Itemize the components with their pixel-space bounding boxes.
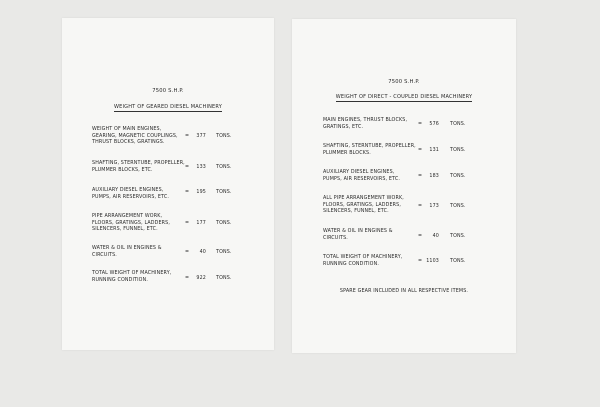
weight-item-description [92,161,185,174]
description-line: GRATINGS, ETC. [323,124,364,130]
weight-item-description [323,255,402,268]
description-line: WATER & OIL IN ENGINES & [92,246,162,251]
weight-unit: TONS. [216,133,232,139]
description-line: RUNNING CONDITION. [323,261,380,267]
description-line: CIRCUITS. [323,235,348,241]
description-line: WATER & OIL IN ENGINES & [323,229,393,234]
weight-item-description [92,188,169,201]
description-line: MAIN ENGINES, THRUST BLOCKS, [323,118,408,123]
equals-sign: = [418,204,423,209]
weight-value: 40 [432,233,439,239]
weight-unit: TONS. [216,250,232,255]
document-page-direct-coupled [292,19,516,353]
weight-value: 183 [429,174,439,179]
weight-value: 173 [429,204,439,209]
weight-item-description [92,246,162,259]
equals-sign: = [418,148,423,153]
weight-value: 177 [196,220,206,226]
weight-item-description [323,118,407,131]
equals-sign: = [185,220,190,226]
description-line: ALL PIPE ARRANGEMENT WORK, [323,196,404,201]
description-line: SILENCERS, FUNNEL, ETC. [323,209,389,215]
weight-unit: TONS. [450,259,466,264]
description-line: CIRCUITS. [92,252,117,258]
description-line: PLUMMER BLOCKS, ETC. [92,167,153,173]
equals-sign: = [185,250,190,255]
equals-sign: = [418,259,423,264]
description-line: WEIGHT OF MAIN ENGINES, [92,127,162,132]
page-subtitle-text: WEIGHT OF DIRECT - COUPLED DIESEL MACHINERY [335,94,473,100]
page-title: 7500 S.H.P. [388,79,420,85]
description-line: PLUMMER BLOCKS. [323,150,371,156]
weight-unit: TONS. [216,190,232,195]
weight-item-description [92,271,171,284]
weight-value: 576 [429,122,439,127]
weight-unit: TONS. [450,122,466,127]
weight-value: 40 [199,250,206,255]
equals-sign: = [185,190,190,195]
page-title: 7500 S.H.P. [152,88,184,94]
weight-item-description [323,170,400,183]
weight-item-description [92,214,170,234]
description-line: FLOORS, GRATINGS, LADDERS, [92,220,171,226]
equals-sign: = [418,174,423,179]
weight-value: 131 [429,148,439,153]
description-line: TOTAL WEIGHT OF MACHINERY, [92,271,172,276]
page-subtitle [292,94,516,100]
weight-unit: TONS. [450,174,466,179]
page-subtitle [62,104,274,110]
weight-value: 1103 [426,259,439,264]
weight-unit: TONS. [450,233,466,239]
weight-value: 377 [196,133,206,139]
description-line: RUNNING CONDITION. [92,277,149,283]
weight-item-description [323,229,393,242]
equals-sign: = [185,275,190,281]
description-line: SHAFTING, STERNTUBE, PROPELLER, [323,144,416,149]
description-line: PUMPS, AIR RESERVOIRS, ETC. [323,176,401,182]
description-line: GEARING, MAGNETIC COUPLINGS, [92,133,178,139]
equals-sign: = [185,165,190,170]
weight-value: 195 [196,190,206,195]
weight-unit: TONS. [216,220,232,226]
weight-unit: TONS. [216,165,232,170]
equals-sign: = [185,133,190,139]
weight-item-description [92,127,178,147]
description-line: PUMPS, AIR RESERVOIRS, ETC. [92,194,170,200]
weight-unit: TONS. [216,275,232,281]
description-line: FLOORS, GRATINGS, LADDERS, [323,202,402,208]
description-line: AUXILIARY DIESEL ENGINES, [92,188,164,193]
description-line: PIPE ARRANGEMENT WORK, [92,214,163,219]
weight-unit: TONS. [450,148,466,153]
weight-item-description [323,196,404,216]
equals-sign: = [418,233,423,239]
page-subtitle-text: WEIGHT OF GEARED DIESEL MACHINERY [113,104,223,110]
weight-unit: TONS. [450,204,466,209]
footnote: SPARE GEAR INCLUDED IN ALL RESPECTIVE ITEMS. [339,289,469,294]
description-line: SILENCERS, FUNNEL, ETC. [92,227,158,233]
description-line: TOTAL WEIGHT OF MACHINERY, [323,255,403,260]
weight-item-description [323,144,416,157]
description-line: AUXILIARY DIESEL ENGINES, [323,170,395,175]
description-line: SHAFTING, STERNTUBE, PROPELLER, [92,161,185,166]
document-page-geared [62,18,274,350]
weight-value: 133 [196,165,206,170]
weight-value: 922 [196,275,206,281]
description-line: THRUST BLOCKS, GRATINGS. [92,140,165,146]
equals-sign: = [418,122,423,127]
